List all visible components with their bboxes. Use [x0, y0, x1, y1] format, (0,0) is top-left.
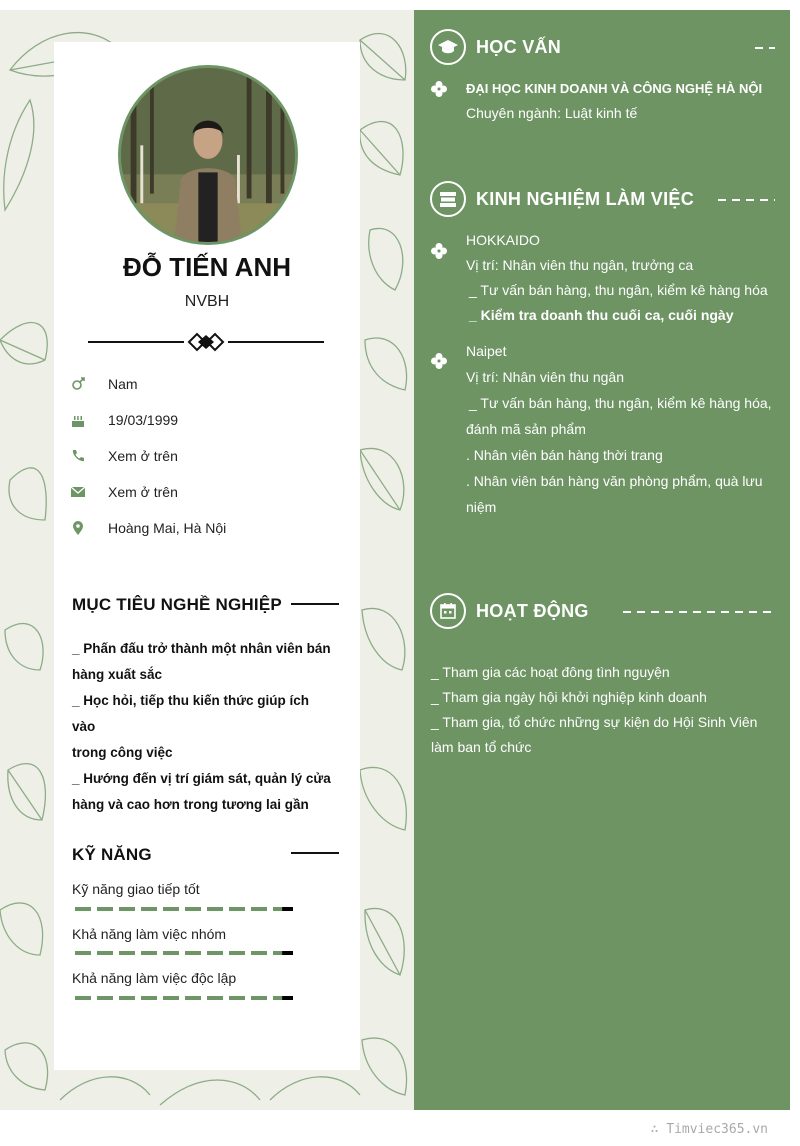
- skill-bar-segment: [273, 951, 282, 955]
- education-dash-line: [755, 47, 775, 49]
- objective-line: hàng xuất sắc: [72, 667, 163, 682]
- skill-bar-remainder: [282, 907, 293, 911]
- right-panel: [414, 10, 790, 1110]
- info-address-value: Hoàng Mai, Hà Nội: [108, 520, 227, 536]
- skill-bar-segment: [251, 951, 267, 955]
- calendar-icon: [430, 593, 466, 629]
- skill-bar-segment: [185, 951, 201, 955]
- job-duty: _ Tư vấn bán hàng, thu ngân, kiểm kê hàng hóa,: [469, 395, 772, 411]
- skill-bar-segment: [207, 907, 223, 911]
- info-phone: [70, 446, 178, 466]
- avatar-photo: [121, 68, 295, 242]
- watermark: ∴ Timviec365.vn: [650, 1122, 768, 1137]
- experience-dash-line: [718, 199, 775, 201]
- skill-bar-segment: [75, 951, 91, 955]
- activities-title: HOẠT ĐỘNG: [476, 600, 589, 621]
- skill-bar-segment: [251, 996, 267, 1000]
- location-pin-icon: [70, 520, 86, 536]
- skill-bar: [75, 951, 293, 955]
- activity-line: _ Tham gia các hoạt đông tình nguyện: [431, 664, 670, 680]
- skill-bar-remainder: [282, 996, 293, 1000]
- skills-title-line: [291, 852, 339, 854]
- skill-bar-segment: [185, 996, 201, 1000]
- skill-bar: [75, 996, 293, 1000]
- flower-bullet-icon: [430, 242, 448, 260]
- objective-text: [72, 636, 334, 818]
- candidate-role: NVBH: [184, 293, 230, 310]
- experience-title: KINH NGHIỆM LÀM VIỆC: [476, 188, 695, 209]
- skill-bar-segment: [273, 907, 282, 911]
- graduation-cap-icon: [430, 29, 466, 65]
- objective-title: MỤC TIÊU NGHỀ NGHIỆP: [72, 595, 282, 614]
- education-header: [430, 29, 561, 65]
- info-email-value: Xem ở trên: [108, 484, 178, 500]
- objective-line: _ Học hỏi, tiếp thu kiến thức giúp ích vào: [72, 693, 310, 734]
- job-company: HOKKAIDO: [466, 232, 540, 248]
- objective-line: hàng và cao hơn trong tương lai gần: [72, 797, 309, 812]
- job-company: Naipet: [466, 343, 507, 359]
- job-position: Vị trí: Nhân viên thu ngân, trưởng ca: [466, 257, 694, 273]
- skill-bar-segment: [185, 907, 201, 911]
- skill-bar-segment: [163, 907, 179, 911]
- skill-bar: [75, 907, 293, 911]
- skill-bar-segment: [141, 907, 157, 911]
- name-divider: [88, 330, 324, 354]
- education-major: Chuyên ngành: Luật kinh tế: [466, 105, 638, 121]
- skill-bar-segment: [75, 907, 91, 911]
- activity-line: _ Tham gia, tổ chức những sự kiện do Hội Sinh Viên: [431, 714, 758, 730]
- watermark-text: Timviec365.vn: [666, 1122, 768, 1137]
- envelope-icon: [70, 484, 86, 500]
- info-phone-value: Xem ở trên: [108, 448, 178, 464]
- info-address: [70, 518, 226, 538]
- books-icon: [430, 181, 466, 217]
- skill-bar-segment: [141, 951, 157, 955]
- job-duty: _ Kiểm tra doanh thu cuối ca, cuối ngày: [469, 307, 734, 323]
- gender-icon: [70, 376, 86, 392]
- job-entry: [466, 338, 776, 520]
- skill-name: Kỹ năng giao tiếp tốt: [72, 881, 200, 897]
- flower-bullet-icon: [430, 352, 448, 370]
- skill-bar-segment: [273, 996, 282, 1000]
- skill-bar-segment: [141, 996, 157, 1000]
- activity-line: làm ban tổ chức: [431, 739, 532, 755]
- job-duty: _ Tư vấn bán hàng, thu ngân, kiểm kê hàng hóa: [469, 282, 768, 298]
- info-email: [70, 482, 178, 502]
- skill-bar-segment: [207, 951, 223, 955]
- skill-bar-segment: [229, 996, 245, 1000]
- skill-bar-segment: [163, 951, 179, 955]
- education-title: HỌC VẤN: [476, 36, 562, 57]
- experience-header: [430, 181, 694, 217]
- skill-bar-segment: [97, 907, 113, 911]
- objective-line: _ Phấn đấu trở thành một nhân viên bán: [72, 641, 331, 656]
- info-birthday: [70, 410, 178, 430]
- job-duty: . Nhân viên bán hàng thời trang: [466, 447, 663, 463]
- info-birthday-value: 19/03/1999: [108, 412, 179, 428]
- skill-bar-segment: [207, 996, 223, 1000]
- birthday-cake-icon: [70, 412, 86, 428]
- phone-icon: [70, 448, 86, 464]
- skill-bar-segment: [97, 996, 113, 1000]
- skill-name: Khả năng làm việc độc lập: [72, 970, 237, 986]
- job-duty: niệm: [466, 499, 497, 515]
- skill-bar-segment: [119, 907, 135, 911]
- info-gender: [70, 374, 138, 394]
- skill-name: Khả năng làm việc nhóm: [72, 926, 227, 942]
- skill-bar-remainder: [282, 951, 293, 955]
- skill-bar-segment: [163, 996, 179, 1000]
- info-gender-value: Nam: [108, 376, 138, 392]
- skill-bar-segment: [119, 951, 135, 955]
- skill-bar-segment: [229, 907, 245, 911]
- objective-title-line: [291, 603, 339, 605]
- job-duty: đánh mã sản phẩm: [466, 421, 586, 437]
- job-duty: . Nhân viên bán hàng văn phòng phẩm, quà lưu: [466, 473, 763, 489]
- job-entry: [466, 228, 776, 328]
- activities-dash-line: [623, 611, 775, 613]
- avatar: [118, 65, 298, 245]
- skill-bar-segment: [229, 951, 245, 955]
- activity-line: _ Tham gia ngày hội khởi nghiệp kinh doanh: [431, 689, 707, 705]
- education-school: ĐẠI HỌC KINH DOANH VÀ CÔNG NGHỆ HÀ NỘI: [466, 81, 763, 96]
- skill-bar-segment: [75, 996, 91, 1000]
- activities-list: [431, 660, 775, 760]
- skill-bar-segment: [251, 907, 267, 911]
- skill-bar-segment: [119, 996, 135, 1000]
- objective-line: trong công việc: [72, 745, 173, 760]
- flower-bullet-icon: [430, 80, 448, 98]
- job-position: Vị trí: Nhân viên thu ngân: [466, 369, 624, 385]
- skill-bar-segment: [97, 951, 113, 955]
- objective-line: _ Hướng đến vị trí giám sát, quản lý cửa: [72, 771, 331, 786]
- candidate-name: ĐỖ TIẾN ANH: [122, 252, 292, 282]
- activities-header: [430, 593, 589, 629]
- skills-title: KỸ NĂNG: [72, 845, 152, 864]
